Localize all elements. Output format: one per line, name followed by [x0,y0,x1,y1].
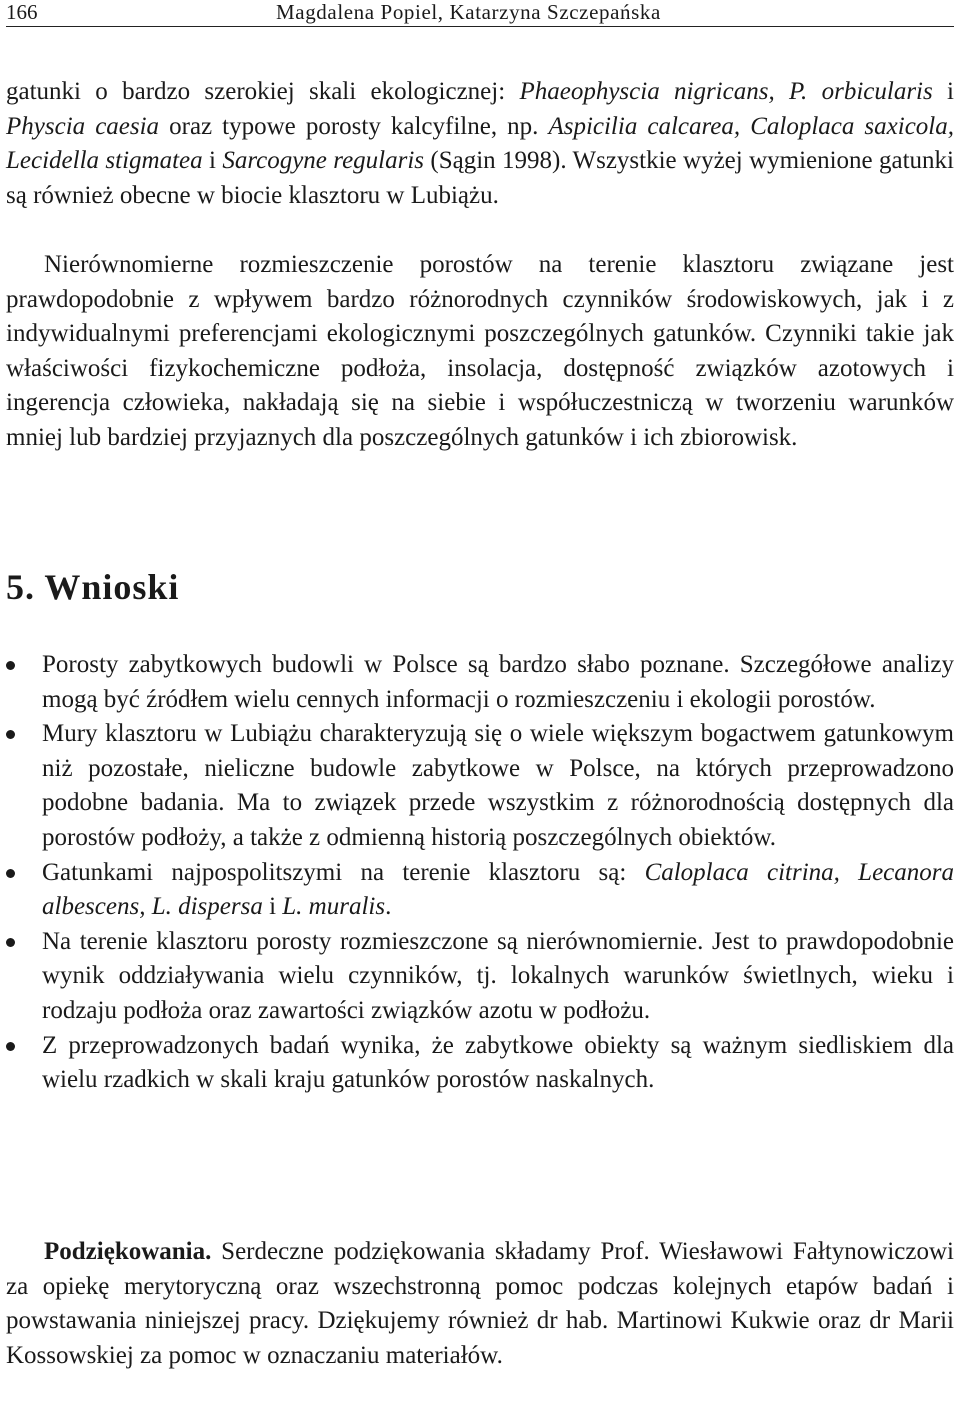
conclusions-list [6,648,954,1098]
list-item-text: Mury klasztoru w Lubiążu charakteryzują się o wiele większym bogactwem gatunkowym niż pozostałe, nieliczne budowle zabytkowe w Polsce, na których przeprowadzono podobne badania. Ma to związek przede wszystkim z różnorodnością dostępnych dla porostów podłoży, a także z odmienną historią poszczególnych obiektów. [42,720,954,851]
paragraph-text: i [932,78,955,105]
list-item [6,1029,954,1098]
page-number: 166 [6,0,38,24]
acknowledgements-text: Serdeczne podziękowania składamy Prof. Wiesławowi Fałtynowiczowi za opiekę merytoryczną oraz wszechstronną pomoc podczas kolejnych etapów badań i powstawania niniejszej pracy. Dziękujemy również dr hab. Martinowi Kukwie oraz dr Marii Kossowskiej za pomoc w oznaczaniu materiałów. [6,1238,954,1369]
species-name: L. muralis [282,893,386,921]
running-header [6,0,954,27]
acknowledgements-title: Podziękowania. [44,1238,212,1265]
bullet-icon [6,869,15,878]
species-name: Caloplaca citrina, Lecanora albescens, L. dispersa [42,858,955,921]
running-header-authors: Magdalena Popiel, Katarzyna Szczepańska [276,0,661,24]
paragraph-text: gatunki o bardzo szerokiej skali ekologicznej: [6,78,520,105]
bullet-icon [6,730,15,739]
list-item-text: Z przeprowadzonych badań wynika, że zabytkowe obiekty są ważnym siedliskiem dla wielu rzadkich w skali kraju gatunków porostów naskalnych. [42,1031,954,1094]
list-item [6,648,954,717]
list-item-text: Gatunkami najpospolitszymi na terenie klasztoru są: [42,858,645,886]
species-name: Sarcogyne regularis [222,147,425,175]
bullet-icon [6,661,15,670]
list-item-text: i [262,893,283,921]
paragraph-distribution: Nierównomierne rozmieszczenie porostów na terenie klasztoru związane jest prawdopodobnie z wpływem bardzo różnorodnych czynników środowiskowych, jak i z indywidualnymi preferencjami ekologicznymi poszczególnych gatunków. Czynniki takie jak właściwości fizykochemiczne podłoża, insolacja, dostępność związków azotowych i ingerencja człowieka, nakładają się na siebie i współuczestniczą w tworzeniu warunków mniej lub bardziej przyjaznych dla poszczególnych gatunków i ich zbiorowisk. [6,251,954,451]
paragraph-text: i [202,147,223,175]
list-item-text: Porosty zabytkowych budowli w Polsce są bardzo słabo poznane. Szczegółowe analizy mogą być źródłem wielu cennych informacji o rozmieszczeniu i ekologii porostów. [42,651,954,713]
paragraph-text: (Sągin 1998). Wszystkie wyżej wymienione gatunki są również obecne w biocie klasztoru w Lubiążu. [6,147,955,209]
list-item [6,925,954,1029]
species-name: Phaeophyscia nigricans, P. orbicularis [519,78,933,105]
section-heading: 5. Wnioski [6,567,180,607]
list-item [6,717,954,855]
species-name: Physcia caesia [6,112,160,140]
bullet-icon [6,1042,15,1051]
bullet-icon [6,938,15,947]
species-name: Aspicilia calcarea, Caloplaca saxicola, Lecidella stigmatea [6,112,954,175]
paragraph-text: oraz typowe porosty kalcyfilne, np. [159,112,549,140]
acknowledgements [6,1235,954,1373]
paragraph-species-list [6,75,954,213]
list-item-text: . [385,893,392,921]
list-item [6,856,954,925]
list-item-text: Na terenie klasztoru porosty rozmieszczone są nierównomiernie. Jest to prawdopodobnie wynik oddziaływania wielu czynników, tj. lokalnych warunków świetlnych, wieku i rodzaju podłoża oraz zawartości związków azotu w podłożu. [42,927,954,1024]
